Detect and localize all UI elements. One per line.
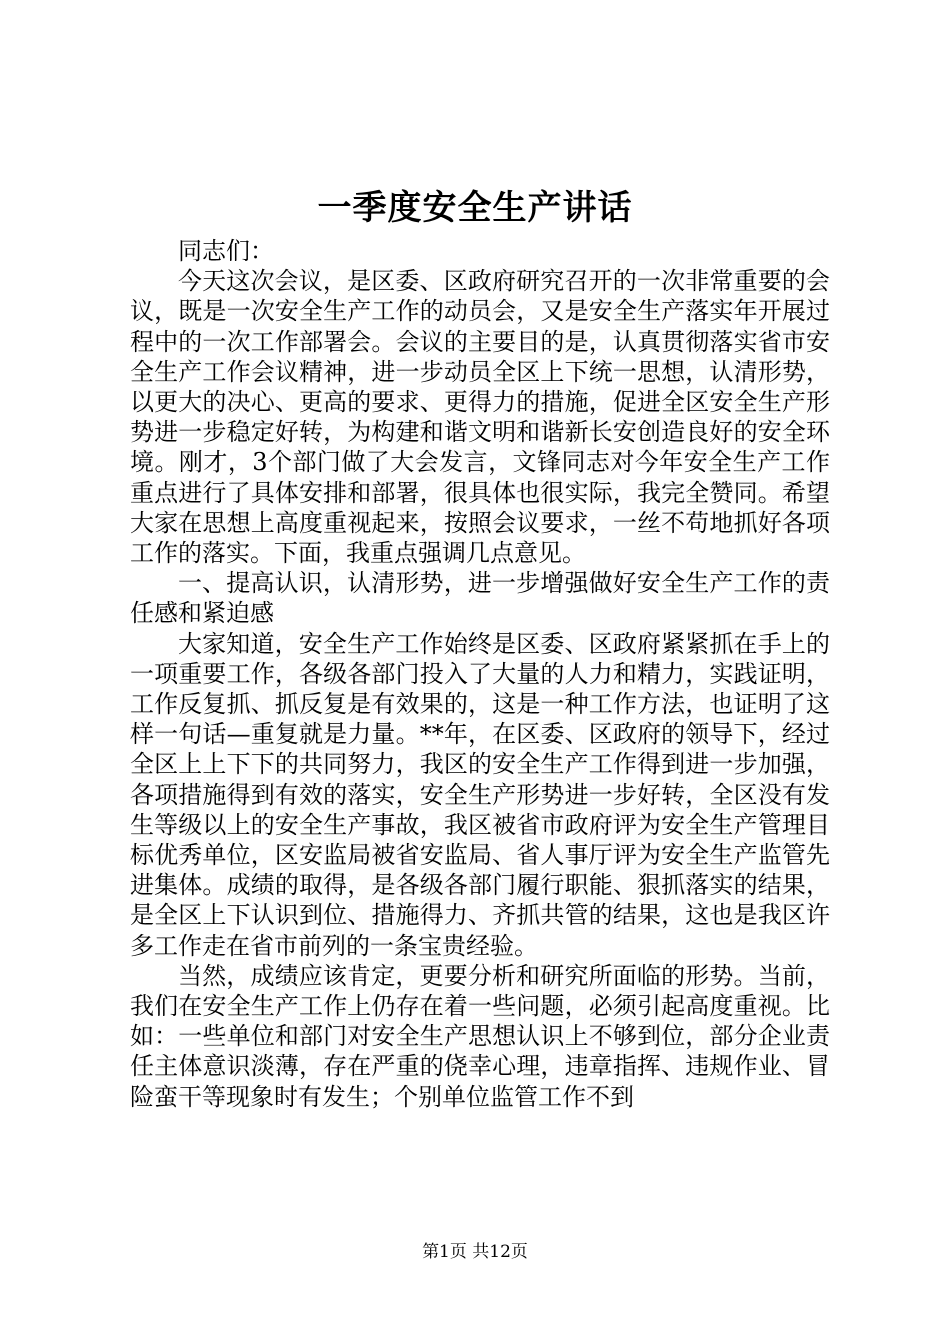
body-paragraph: 大家知道，安全生产工作始终是区委、区政府紧紧抓在手上的一项重要工作，各级各部门投入了大量的人力和精力，实践证明，工作反复抓、抓反复是有效果的，这是一种工作方法，也证明了这样一句话—重复就是力量。**年，在区委、区政府的领导下，经过全区上上下下的共同努力，我区的安全生产工作得到进一步加强，各项措施得到有效的落实，安全生产形势进一步好转，全区没有发生等级以上的安全生产事故，我区被省市政府评为安全生产管理目标优秀单位，区安监局被省安监局、省人事厅评为安全生产监管先进集体。成绩的取得，是各级各部门履行职能、狠抓落实的结果，是全区上下认识到位、措施得力、齐抓共管的结果，这也是我区许多工作走在省市前列的一条宝贵经验。: [130, 629, 830, 960]
salutation-paragraph: 同志们：: [178, 237, 274, 265]
page-number-footer: 第1页 共12页: [422, 1242, 528, 1262]
document-body: [130, 236, 830, 1112]
body-paragraph: 今天这次会议，是区委、区政府研究召开的一次非常重要的会议，既是一次安全生产工作的动员会，又是安全生产落实年开展过程中的一次工作部署会。会议的主要目的是，认真贯彻落实省市安全生产工作会议精神，进一步动员全区上下统一思想，认清形势，以更大的决心、更高的要求、更得力的措施，促进全区安全生产形势进一步稳定好转，为构建和谐文明和谐新长安创造良好的安全环境。刚才，3个部门做了大会发言，文锋同志对今年安全生产工作重点进行了具体安排和部署，很具体也很实际，我完全赞同。希望大家在思想上高度重视起来，按照会议要求，一丝不苟地抓好各项工作的落实。下面，我重点强调几点意见。: [130, 267, 830, 568]
section-heading-paragraph: 一、提高认识，认清形势，进一步增强做好安全生产工作的责任感和紧迫感: [130, 569, 830, 628]
document-title: 一季度安全生产讲话: [317, 188, 633, 228]
body-paragraph: 当然，成绩应该肯定，更要分析和研究所面临的形势。当前，我们在安全生产工作上仍存在着一些问题，必须引起高度重视。比如：一些单位和部门对安全生产思想认识上不够到位，部分企业责任主体意识淡薄，存在严重的侥幸心理，违章指挥、违规作业、冒险蛮干等现象时有发生；个别单位监管工作不到: [130, 961, 830, 1111]
